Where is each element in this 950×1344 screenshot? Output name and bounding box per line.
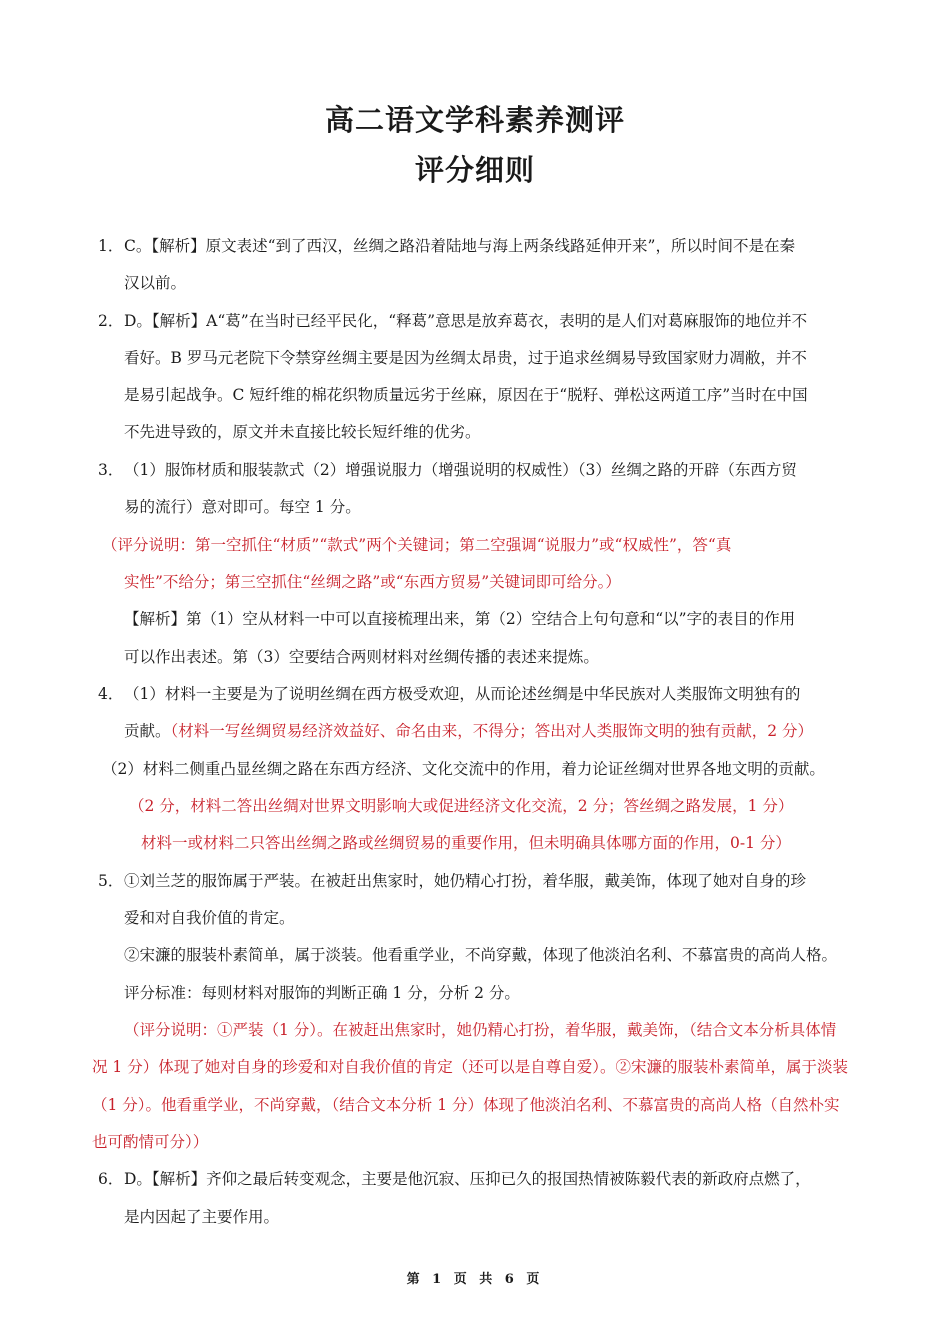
scoring-note: 也可酌情可分））	[92, 1133, 209, 1151]
scoring-note: 材料一或材料二只答出丝绸之路或丝绸贸易的重要作用，但未明确具体哪方面的作用，0-1 分）	[141, 834, 791, 852]
answer-line: （1）材料一主要是为了说明丝绸在西方极受欢迎，从而论述丝绸是中华民族对人类服饰文明独有的	[124, 685, 801, 703]
answer-line: D。【解析】齐仰之最后转变观念，主要是他沉寂、压抑已久的报国热情被陈毅代表的新政府点燃了，	[124, 1170, 811, 1188]
scoring-note: （评分说明：第一空抓住“材质”“款式”两个关键词；第二空强调“说服力”或“权威性”，答“真	[102, 536, 732, 554]
answer-line: 是内因起了主要作用。	[124, 1208, 280, 1226]
scoring-note: 实性”不给分；第三空抓住“丝绸之路”或“东西方贸易”关键词即可给分。）	[124, 573, 621, 591]
scoring-standard: 评分标准：每则材料对服饰的判断正确 1 分，分析 2 分。	[124, 984, 520, 1002]
scoring-note: （评分说明：①严装（1 分）。在被赶出焦家时，她仍精心打扮，着华服，戴美饰，（结合文本分析具体情	[124, 1021, 837, 1039]
question-number: 6．	[98, 1170, 124, 1188]
answer-line: ②宋濂的服装朴素简单，属于淡装。他看重学业，不尚穿戴，体现了他淡泊名利、不慕富贵的高尚人格。	[124, 946, 838, 964]
answer-line: （2）材料二侧重凸显丝绸之路在东西方经济、文化交流中的作用，着力论证丝绸对世界各地文明的贡献。	[102, 760, 825, 778]
answer-line: 爱和对自我价值的肯定。	[124, 909, 295, 927]
scoring-note: （2 分，材料二答出丝绸对世界文明影响大或促进经济文化交流，2 分；答丝绸之路发展，1 分）	[129, 797, 794, 815]
scoring-note: （材料一写丝绸贸易经济效益好、命名由来，不得分；答出对人类服饰文明的独有贡献，2 分）	[170, 722, 814, 740]
question-number: 2．	[98, 312, 124, 330]
answer-line: 是易引起战争。C 短纤维的棉花织物质量远劣于丝麻，原因在于“脱籽、弹松这两道工序”当时在中国	[124, 386, 808, 404]
answer-line: 汉以前。	[124, 274, 187, 292]
answer-line: C。【解析】原文表述“到了西汉，丝绸之路沿着陆地与海上两条线路延伸开来”，所以时间不是在秦	[124, 237, 795, 255]
question-number: 5．	[98, 872, 124, 890]
question-number: 3．	[98, 461, 124, 479]
question-number: 1．	[98, 237, 124, 255]
analysis-line: 【解析】第（1）空从材料一中可以直接梳理出来，第（2）空结合上句句意和“以”字的表目的作用	[124, 610, 796, 628]
page-title: 高二语文学科素养测评	[324, 103, 625, 137]
scoring-note: （1 分）。他看重学业，不尚穿戴，（结合文本分析 1 分）体现了他淡泊名利、不慕富贵的高尚人格（自然朴实	[92, 1096, 840, 1114]
answer-text: 贡献。	[124, 722, 171, 740]
answer-line: 易的流行）意对即可。每空 1 分。	[124, 498, 361, 516]
answer-line: （1）服饰材质和服装款式（2）增强说服力（增强说明的权威性）（3）丝绸之路的开辟（东西方贸	[124, 461, 797, 479]
answer-line: ①刘兰芝的服饰属于严装。在被赶出焦家时，她仍精心打扮，着华服，戴美饰，体现了她对自身的珍	[124, 872, 807, 890]
answer-line: 看好。B 罗马元老院下令禁穿丝绸主要是因为丝绸太昂贵，过于追求丝绸易导致国家财力凋敝，并不	[124, 349, 807, 367]
page-footer: 第 1 页 共 6 页	[406, 1272, 544, 1287]
page-subtitle: 评分细则	[414, 153, 535, 187]
answer-line: D。【解析】A“葛”在当时已经平民化，“释葛”意思是放弃葛衣，表明的是人们对葛麻服饰的地位并不	[124, 312, 808, 330]
question-number: 4．	[98, 685, 124, 703]
answer-line: 不先进导致的，原文并未直接比较长短纤维的优劣。	[124, 423, 481, 441]
analysis-line: 可以作出表述。第（3）空要结合两则材料对丝绸传播的表述来提炼。	[124, 648, 599, 666]
answer-line	[124, 720, 813, 742]
scoring-note: 况 1 分）体现了她对自身的珍爱和对自我价值的肯定（还可以是自尊自爱）。②宋濂的服装朴素简单，属于淡装	[92, 1058, 848, 1076]
